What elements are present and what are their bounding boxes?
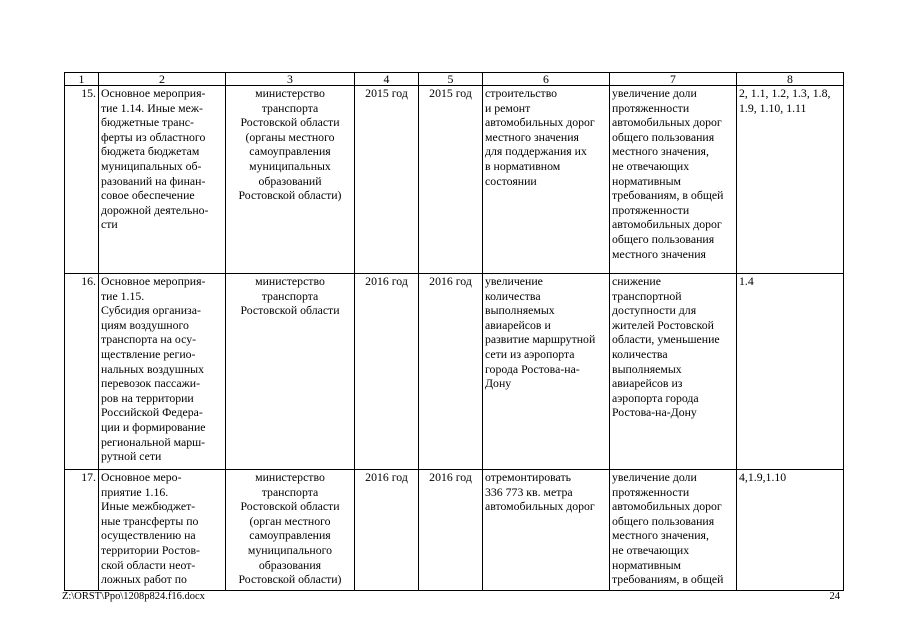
cell-text-line: ные трансферты по: [101, 513, 199, 528]
cell-text-line: 4,1.9,1.10: [739, 470, 787, 484]
cell-text-line: автомобильных дорог: [612, 115, 722, 130]
cell-text-line: Ростовской области: [240, 499, 340, 514]
header-cell: 4: [355, 73, 419, 86]
cell-text-line: области, уменьшение: [612, 332, 720, 347]
cell-text-line: Иные межбюджет-: [101, 499, 196, 514]
cell-executor: [226, 470, 355, 591]
cell-text-line: строительство: [485, 86, 558, 100]
cell-text-line: состоянии: [485, 173, 537, 188]
cell-text-line: транспортной: [612, 288, 682, 303]
cell-text-line: не отвечающих: [612, 158, 690, 173]
header-cell: 1: [65, 73, 99, 86]
cell-text-line: территории Ростов-: [101, 542, 200, 557]
cell-text-line: снижение: [612, 274, 661, 288]
table-header-row: [65, 73, 844, 86]
header-cell: 7: [610, 73, 737, 86]
footer-file-path: Z:\ORST\Ppo\1208p824.f16.docx: [62, 591, 205, 602]
cell-consequences: [610, 86, 737, 274]
cell-text-line: жителей Ростовской: [612, 317, 714, 332]
header-cell: 2: [99, 73, 226, 86]
cell-text-line: увеличение доли: [612, 86, 697, 100]
cell-text-line: Основное меро-: [101, 470, 182, 484]
cell-text-line: общего пользования: [612, 231, 715, 246]
cell-text-line: увеличение: [485, 274, 543, 288]
cell-text-line: количества: [612, 346, 668, 361]
header-cell: 8: [737, 73, 844, 86]
cell-start-year: 2015 год: [355, 86, 419, 274]
cell-text-line: автомобильных дорог: [485, 499, 595, 514]
cell-text-line: муниципальных: [249, 158, 331, 173]
cell-text-line: протяженности: [612, 100, 690, 115]
cell-text-line: общего пользования: [612, 129, 715, 144]
cell-text-line: 1.9, 1.10, 1.11: [739, 100, 807, 115]
cell-text-line: Ростовской области: [240, 115, 340, 130]
cell-text-line: аэропорта города: [612, 390, 699, 405]
cell-text-line: Ростовской области): [238, 188, 342, 203]
cell-text-line: не отвечающих: [612, 542, 690, 557]
cell-text-line: требованиям, в общей: [612, 572, 724, 587]
cell-text-line: Дону: [485, 376, 512, 391]
header-cell: 3: [226, 73, 355, 86]
cell-end-year: 2016 год: [419, 274, 483, 470]
cell-text-line: города Ростова-на-: [485, 361, 580, 376]
cell-consequences: [610, 470, 737, 591]
cell-text-line: тие 1.15.: [101, 288, 145, 303]
cell-text-line: рутной сети: [101, 449, 162, 464]
cell-text-line: транспорта: [261, 100, 319, 115]
cell-text-line: автомобильных дорог: [612, 499, 722, 514]
cell-text-line: муниципального: [247, 542, 333, 557]
cell-expected-result: [483, 86, 610, 274]
cell-text-line: муниципальных об-: [101, 158, 202, 173]
cell-text-line: выполняемых: [485, 303, 555, 318]
cell-text-line: нормативным: [612, 173, 681, 188]
header-cell: 6: [483, 73, 610, 86]
cell-text-line: транспорта на осу-: [101, 332, 197, 347]
cell-text-line: Ростовской области): [238, 572, 342, 587]
cell-text-line: отремонтировать: [485, 470, 571, 484]
cell-text-line: протяженности: [612, 202, 690, 217]
measures-table: [64, 72, 844, 591]
cell-text-line: 2, 1.1, 1.2, 1.3, 1.8,: [739, 86, 831, 100]
cell-measure-name: [99, 470, 226, 591]
cell-text-line: министерство: [255, 274, 325, 288]
cell-expected-result: [483, 274, 610, 470]
cell-text-line: нормативным: [612, 557, 681, 572]
cell-text-line: ферты из областного: [101, 129, 206, 144]
cell-text-line: министерство: [255, 86, 325, 100]
cell-text-line: и ремонт: [485, 100, 531, 115]
cell-text-line: совое обеспечение: [101, 188, 195, 203]
cell-text-line: автомобильных дорог: [485, 115, 595, 130]
cell-text-line: авиарейсов из: [612, 376, 683, 391]
cell-text-line: местного значения,: [612, 528, 709, 543]
cell-text-line: нальных воздушных: [101, 361, 204, 376]
cell-text-line: циям воздушного: [101, 317, 189, 332]
cell-end-year: 2015 год: [419, 86, 483, 274]
cell-text-line: автомобильных дорог: [612, 217, 722, 232]
cell-text-line: образования: [258, 557, 322, 572]
cell-text-line: осуществлению на: [101, 528, 196, 543]
cell-number: 17.: [65, 470, 99, 591]
cell-text-line: ществление регио-: [101, 346, 196, 361]
cell-text-line: ров на территории: [101, 390, 194, 405]
cell-text-line: ложных работ по: [101, 572, 187, 587]
cell-text-line: местного значения,: [612, 144, 709, 159]
cell-text-line: транспорта: [261, 288, 319, 303]
cell-text-line: (орган местного: [249, 513, 331, 528]
page-number: 24: [829, 591, 840, 602]
cell-text-line: Субсидия организа-: [101, 303, 201, 318]
cell-text-line: увеличение доли: [612, 470, 697, 484]
cell-text-line: Ростовской области: [240, 303, 340, 318]
cell-text-line: местного значения: [485, 129, 579, 144]
cell-text-line: сети из аэропорта: [485, 346, 575, 361]
cell-text-line: требованиям, в общей: [612, 188, 724, 203]
table-row: [65, 86, 844, 274]
cell-text-line: ции и формирование: [101, 419, 206, 434]
cell-text-line: местного значения: [612, 246, 706, 261]
cell-text-line: Российской Федера-: [101, 405, 203, 420]
cell-text-line: доступности для: [612, 303, 697, 318]
cell-indicators: [737, 470, 844, 591]
cell-text-line: Основное мероприя-: [101, 274, 206, 288]
cell-text-line: разований на финан-: [101, 173, 206, 188]
cell-start-year: 2016 год: [355, 274, 419, 470]
cell-text-line: приятие 1.16.: [101, 484, 169, 499]
cell-end-year: 2016 год: [419, 470, 483, 591]
cell-text-line: бюджетные транс-: [101, 115, 194, 130]
cell-text-line: образований: [258, 173, 322, 188]
table-row: [65, 470, 844, 591]
cell-measure-name: [99, 274, 226, 470]
cell-text-line: общего пользования: [612, 513, 715, 528]
cell-text-line: Ростова-на-Дону: [612, 405, 697, 420]
cell-text-line: самоуправления: [249, 528, 331, 543]
cell-text-line: дорожной деятельно-: [101, 202, 209, 217]
cell-number: 15.: [65, 86, 99, 274]
cell-text-line: тие 1.14. Иные меж-: [101, 100, 203, 115]
table-row: [65, 274, 844, 470]
cell-text-line: 1.4: [739, 274, 754, 288]
cell-text-line: транспорта: [261, 484, 319, 499]
cell-consequences: [610, 274, 737, 470]
cell-text-line: перевозок пассажи-: [101, 376, 201, 391]
cell-text-line: выполняемых: [612, 361, 682, 376]
cell-executor: [226, 274, 355, 470]
cell-number: 16.: [65, 274, 99, 470]
cell-text-line: самоуправления: [249, 144, 331, 159]
cell-text-line: региональной марш-: [101, 434, 206, 449]
cell-text-line: в нормативном: [485, 158, 561, 173]
cell-text-line: ской области неот-: [101, 557, 196, 572]
cell-text-line: (органы местного: [245, 129, 335, 144]
cell-text-line: сти: [101, 217, 118, 232]
header-cell: 5: [419, 73, 483, 86]
cell-text-line: развитие маршрутной: [485, 332, 596, 347]
cell-start-year: 2016 год: [355, 470, 419, 591]
cell-expected-result: [483, 470, 610, 591]
cell-text-line: количества: [485, 288, 541, 303]
cell-measure-name: [99, 86, 226, 274]
cell-text-line: протяженности: [612, 484, 690, 499]
cell-text-line: 336 773 кв. метра: [485, 484, 573, 499]
cell-text-line: Основное мероприя-: [101, 86, 206, 100]
cell-indicators: [737, 86, 844, 274]
cell-text-line: авиарейсов и: [485, 317, 551, 332]
cell-text-line: министерство: [255, 470, 325, 484]
cell-indicators: [737, 274, 844, 470]
cell-text-line: бюджета бюджетам: [101, 144, 200, 159]
cell-text-line: для поддержания их: [485, 144, 587, 159]
cell-executor: [226, 86, 355, 274]
